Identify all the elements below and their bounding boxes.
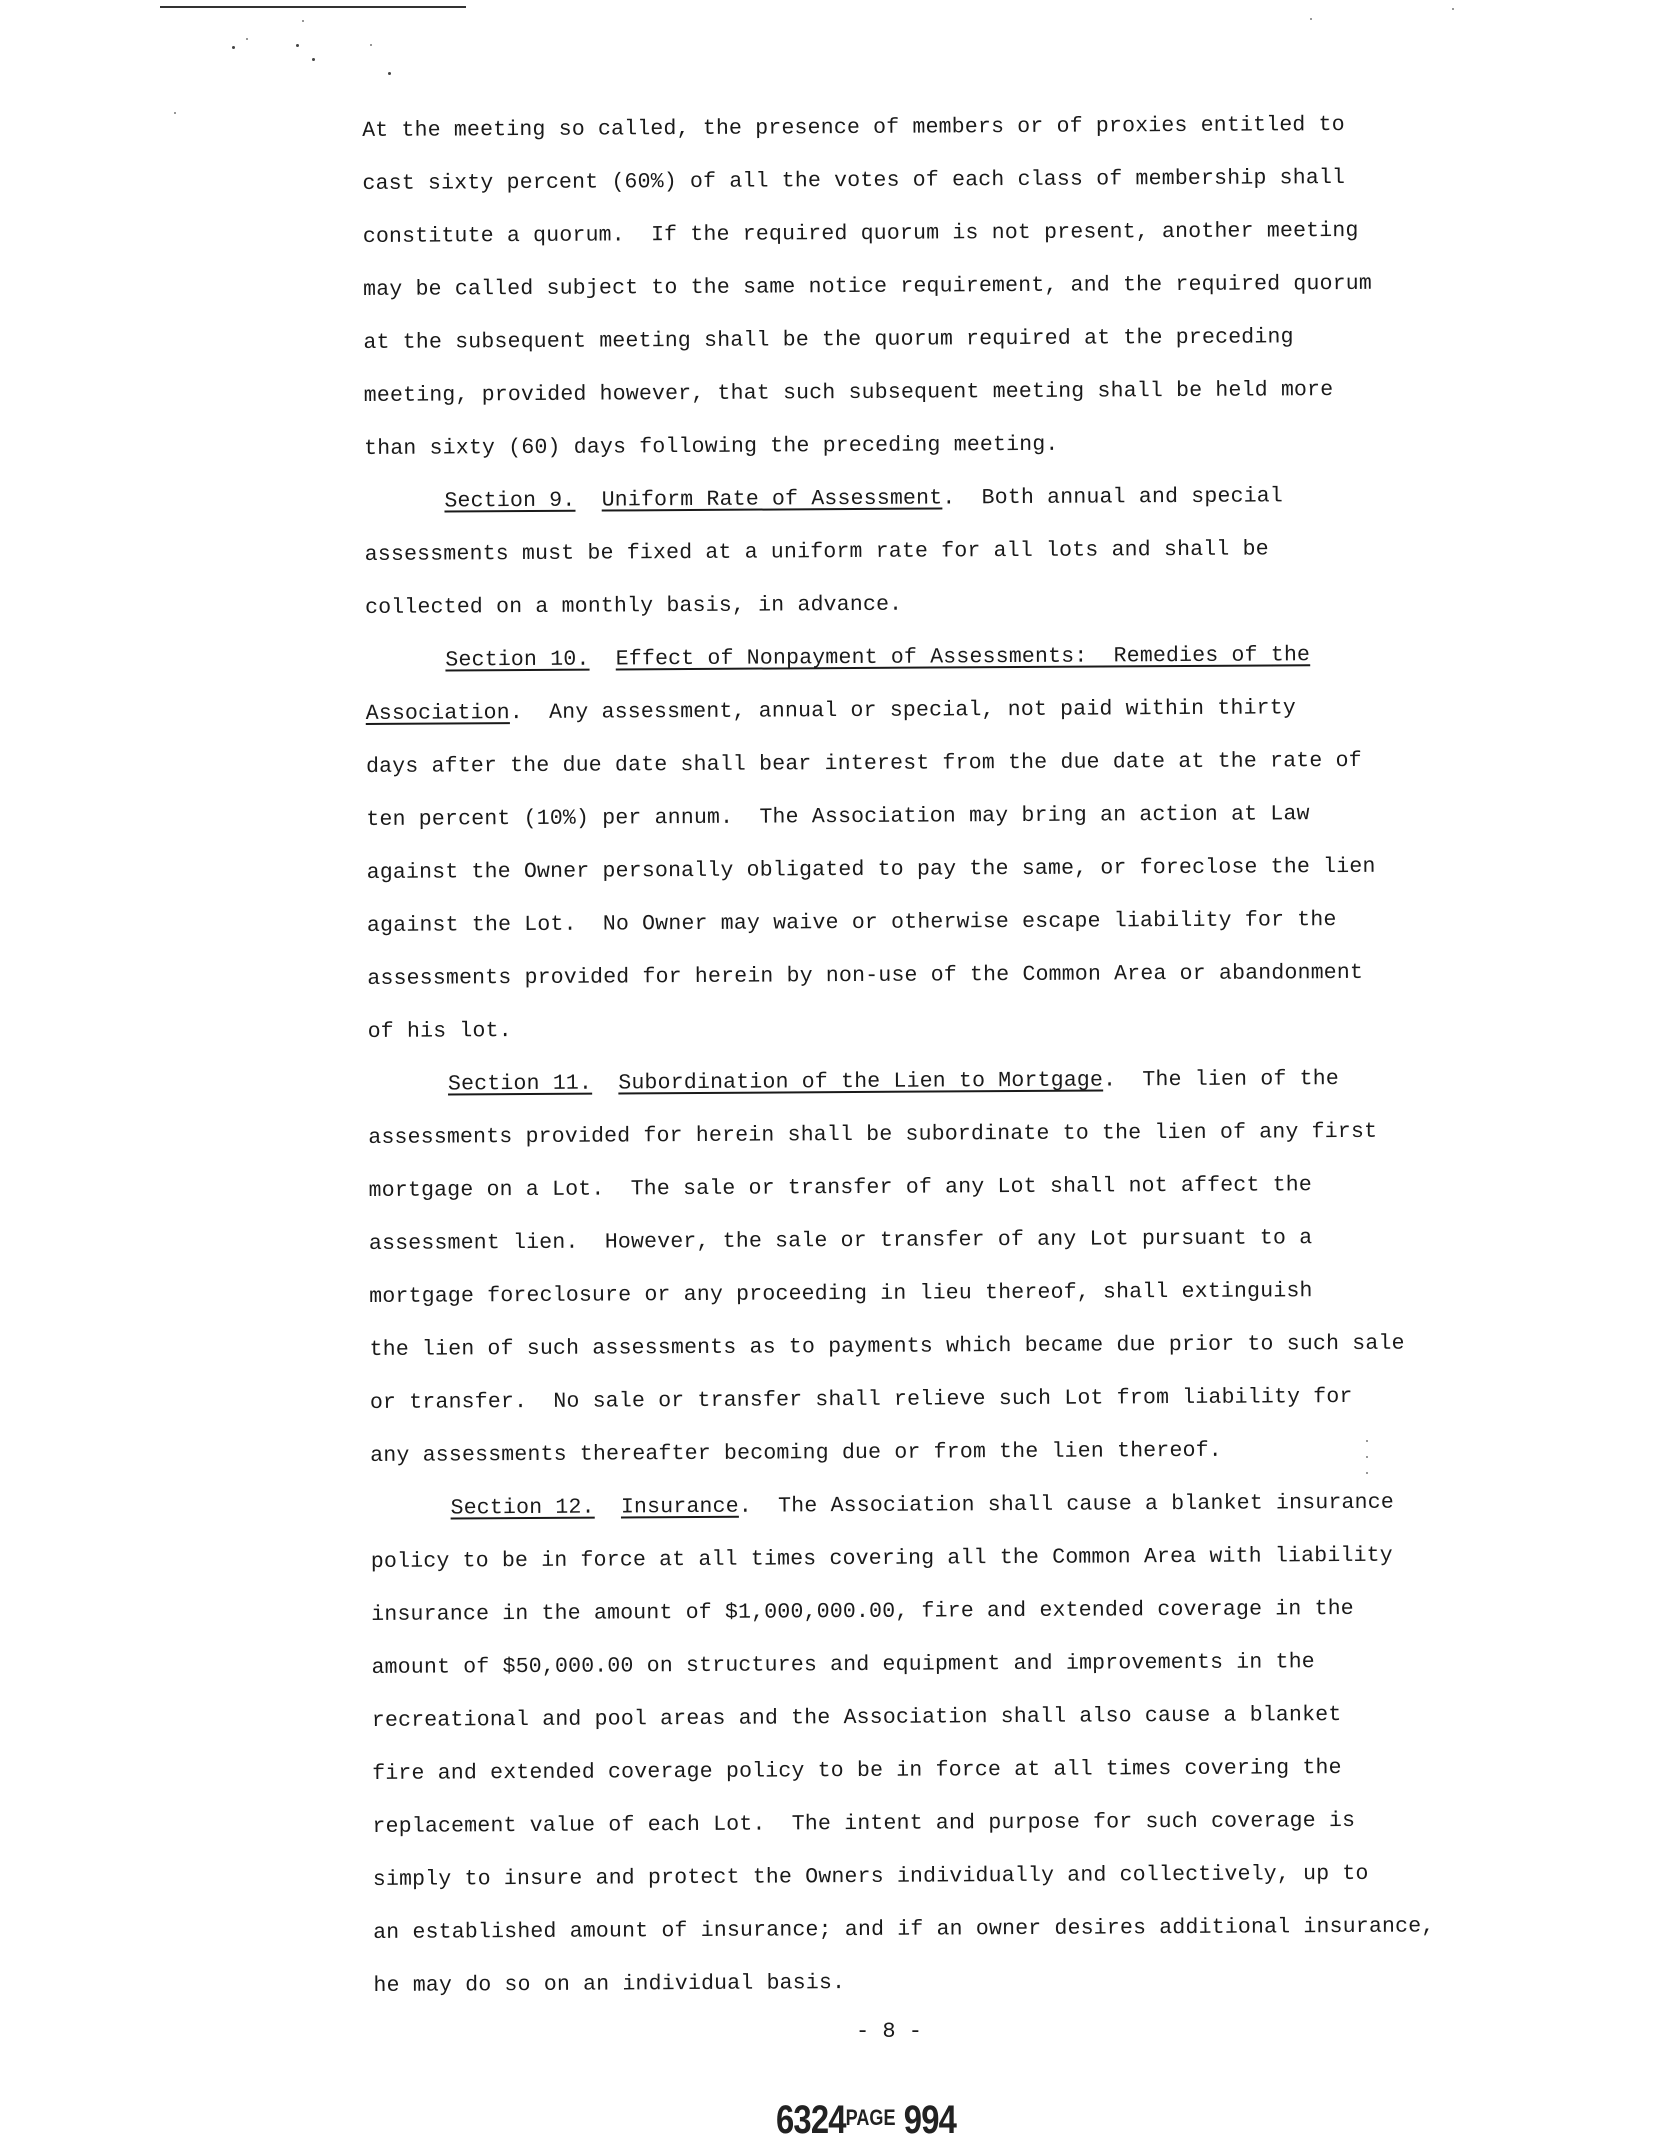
text-line: an established amount of insurance; and if an owner desires additional insurance, bbox=[373, 1914, 1435, 1945]
text-line: cast sixty percent (60%) of all the votes of each class of membership shall bbox=[362, 165, 1346, 196]
text-line: mortgage foreclosure or any proceeding in lieu thereof, shall extinguish bbox=[369, 1279, 1313, 1309]
text-line: assessments provided for herein by non-use of the Common Area or abandonment bbox=[367, 960, 1364, 991]
document-body bbox=[362, 98, 1454, 2013]
text-line: meeting, provided however, that such subsequent meeting shall be held more bbox=[363, 378, 1334, 408]
text-line: ten percent (10%) per annum. The Association may bring an action at Law bbox=[366, 802, 1310, 832]
section-9-heading-line bbox=[364, 469, 1444, 529]
section-12-label: Section 12. bbox=[450, 1495, 595, 1521]
text-line: At the meeting so called, the presence of members or of proxies entitled to bbox=[362, 112, 1345, 143]
text-line: recreational and pool areas and the Association shall also cause a blanket bbox=[371, 1703, 1342, 1733]
page-number: - 8 - bbox=[856, 2019, 923, 2044]
text-line: replacement value of each Lot. The intent and purpose for such coverage is bbox=[372, 1808, 1356, 1839]
text-line: of his lot. bbox=[367, 1019, 512, 1044]
text-line: days after the due date shall bear interest from the due date at the rate of bbox=[365, 748, 1362, 779]
text-line: or transfer. No sale or transfer shall relieve such Lot from liability for bbox=[369, 1384, 1353, 1415]
text-line: the lien of such assessments as to payments which became due prior to such sale bbox=[369, 1331, 1405, 1362]
section-12-text: . The Association shall cause a blanket insurance bbox=[738, 1490, 1395, 1519]
text-line: fire and extended coverage policy to be in force at all times covering the bbox=[372, 1756, 1342, 1786]
scan-speck bbox=[174, 112, 176, 114]
text-line: constitute a quorum. If the required quorum is not present, another meeting bbox=[362, 218, 1359, 249]
section-11-title: Subordination of the Lien to Mortgage bbox=[618, 1068, 1104, 1096]
scan-speck bbox=[312, 58, 315, 61]
text-line: any assessments thereafter becoming due or from the lien thereof. bbox=[370, 1438, 1222, 1468]
text-line: he may do so on an individual basis. bbox=[373, 1971, 846, 1998]
section-10-label: Section 10. bbox=[445, 647, 590, 673]
text-line: may be called subject to the same notice requirement, and the required quorum bbox=[363, 271, 1373, 302]
section-9-label: Section 9. bbox=[444, 488, 576, 514]
section-12-title: Insurance bbox=[620, 1494, 739, 1520]
section-11-heading-line bbox=[368, 1052, 1448, 1112]
scan-speck bbox=[296, 44, 299, 47]
page-word: PAGE bbox=[845, 2105, 896, 2130]
text-line: policy to be in force at all times covering all the Common Area with liability bbox=[370, 1543, 1393, 1574]
section-9-text: . Both annual and special bbox=[942, 484, 1284, 511]
text-line: mortgage on a Lot. The sale or transfer of any Lot shall not affect the bbox=[368, 1173, 1313, 1203]
text-line: insurance in the amount of $1,000,000.00, fire and extended coverage in the bbox=[371, 1596, 1354, 1627]
section-10-title-end: Association bbox=[365, 701, 510, 726]
section-12-heading-line bbox=[370, 1476, 1450, 1536]
book-number: 6324 bbox=[776, 2098, 846, 2142]
scan-speck bbox=[246, 38, 248, 40]
stamp-page-number: 994 bbox=[903, 2098, 957, 2142]
section-10-heading-line bbox=[365, 628, 1445, 688]
scan-speck bbox=[1452, 8, 1454, 10]
scan-speck bbox=[1310, 18, 1312, 20]
section-10-title-continued-line bbox=[366, 681, 1446, 741]
book-page-stamp bbox=[776, 2098, 956, 2143]
section-9-title: Uniform Rate of Assessment bbox=[601, 486, 943, 513]
text-line: against the Owner personally obligated to pay the same, or foreclose the lien bbox=[366, 854, 1376, 885]
scan-edge-line bbox=[160, 6, 466, 8]
text-line: assessments must be fixed at a uniform rate for all lots and shall be bbox=[364, 537, 1269, 567]
scan-speck bbox=[388, 72, 391, 75]
text-line: simply to insure and protect the Owners individually and collectively, up to bbox=[372, 1861, 1369, 1892]
text-line: against the Lot. No Owner may waive or otherwise escape liability for the bbox=[366, 908, 1337, 938]
text-line: assessment lien. However, the sale or transfer of any Lot pursuant to a bbox=[368, 1226, 1313, 1256]
text-line: amount of $50,000.00 on structures and equipment and improvements in the bbox=[371, 1650, 1315, 1680]
section-11-text: . The lien of the bbox=[1103, 1067, 1340, 1093]
section-10-title: Effect of Nonpayment of Assessments: Remedies of the bbox=[615, 643, 1311, 672]
text-line: assessments provided for herein shall be subordinate to the lien of any first bbox=[368, 1119, 1378, 1150]
scan-speck bbox=[302, 20, 304, 22]
text-line: at the subsequent meeting shall be the quorum required at the preceding bbox=[363, 325, 1294, 355]
section-11-label: Section 11. bbox=[447, 1071, 593, 1097]
section-10-text: . Any assessment, annual or special, not paid within thirty bbox=[509, 696, 1297, 726]
text-line: than sixty (60) days following the preceding meeting. bbox=[364, 432, 1059, 461]
text-line: collected on a monthly basis, in advance. bbox=[364, 592, 903, 620]
scan-speck bbox=[232, 46, 235, 49]
scan-speck bbox=[370, 44, 372, 46]
